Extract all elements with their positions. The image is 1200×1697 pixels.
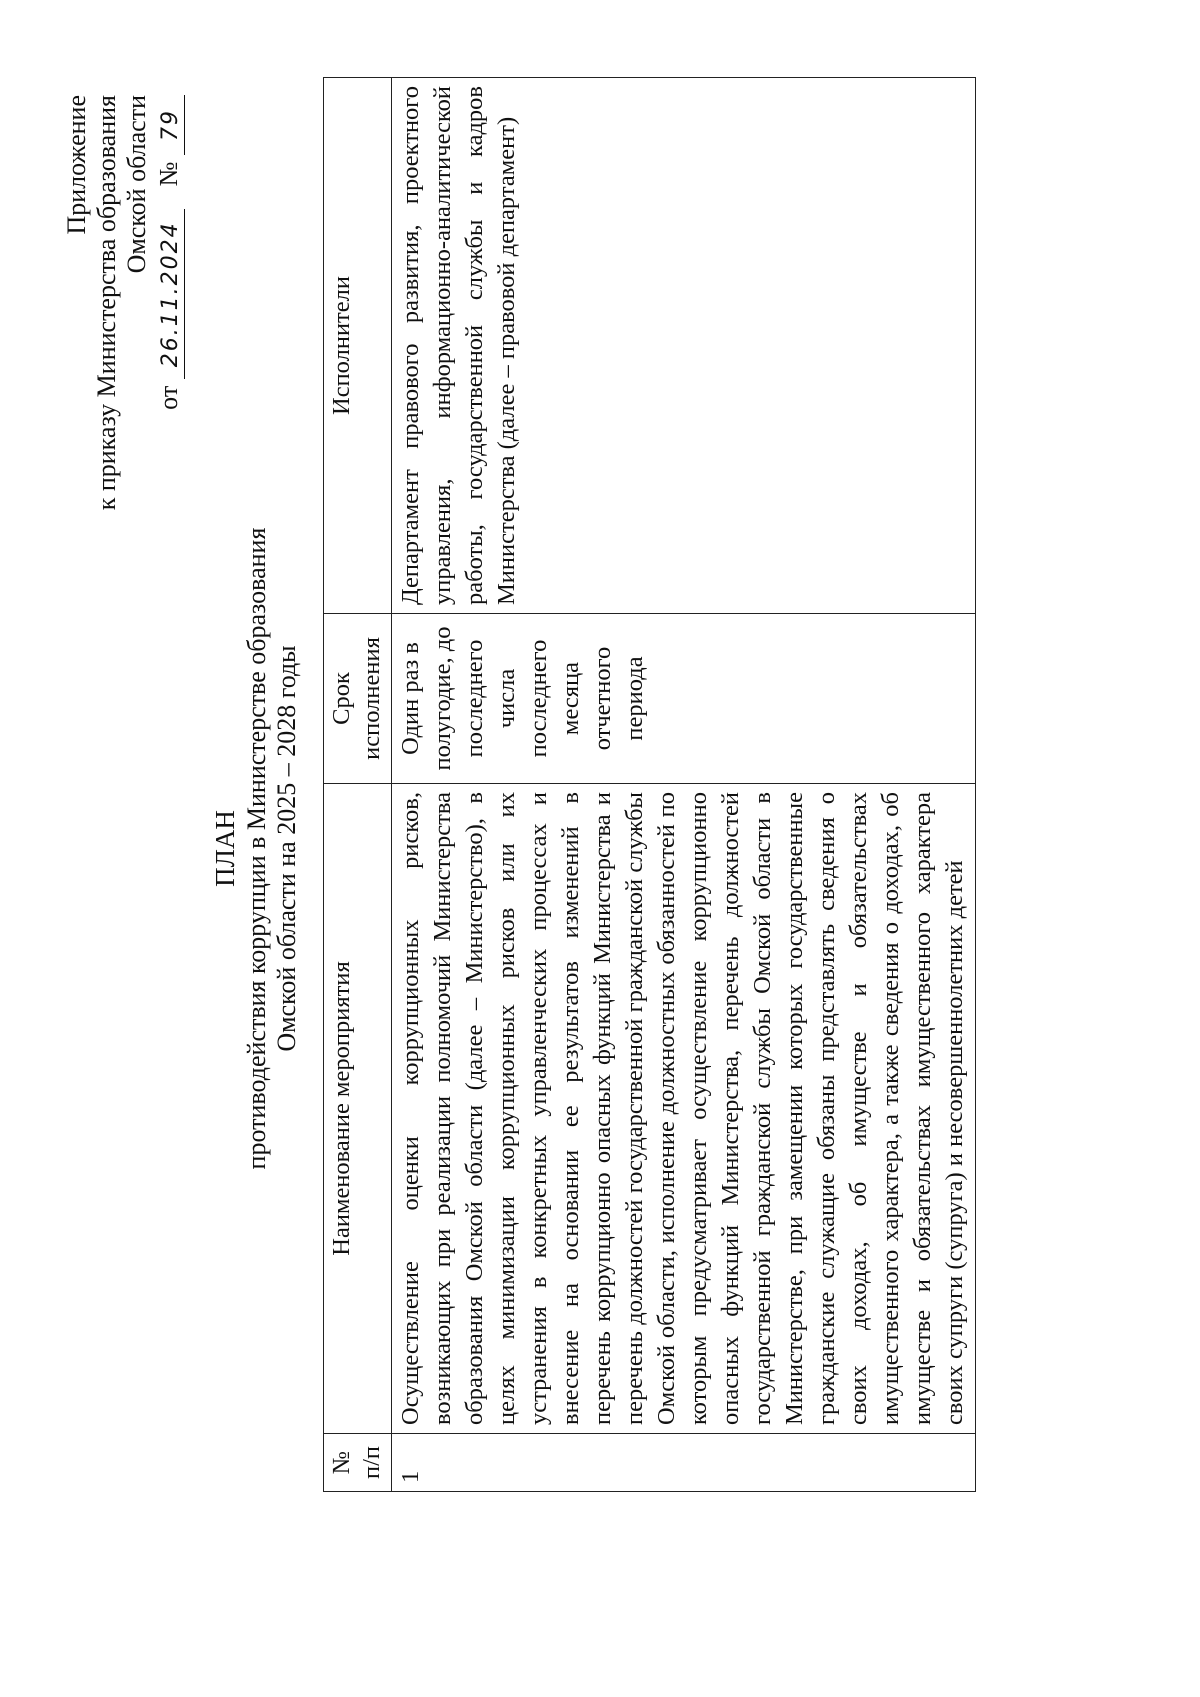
handwritten-number: 79 (158, 95, 185, 155)
appendix-region: Омской области (122, 95, 151, 274)
appendix-date-number-row (154, 95, 185, 655)
row-activity-name: Осуществление оценки коррупционных рисков, возникающих при реализации полномочий Министерства образования Омской области (далее – Министерство), в целях минимизации коррупционных рисков или их устранения в конкретных управленческих процессах и внесение на основании ее результатов изменений в перечень коррупционно опасных функций Министерства и перечень должностей государственной гражданской службы Омской области, исполнение должностных обязанностей по которым предусматривает осуществление коррупционно опасных функций Министерства, перечень должностей государственной гражданской службы Омской области в Министерстве, при замещении которых государственные гражданские служащие обязаны представлять сведения о своих доходах, об имуществе и обязательствах имущественного характера, а также сведения о доходах, об имуществе и обязательствах имущественного характера своих супруги (супруга) и несовершеннолетних детей (392, 784, 976, 1434)
document-title-block (210, 0, 302, 1697)
handwritten-date: 26.11.2024 (158, 209, 185, 379)
appendix-title: Приложение (62, 95, 91, 235)
row-executors: Департамент правового развития, проектного управления, информационно-аналитической работы, государственной службы и кадров Министерства (далее – правовой департамент) (392, 78, 976, 614)
row-num: 1 (392, 1434, 976, 1492)
appendix-block (62, 95, 185, 655)
date-prefix: от (154, 385, 183, 410)
header-name: Наименование мероприятия (324, 784, 392, 1434)
plan-table (323, 77, 976, 1492)
document-heading: ПЛАН (210, 810, 240, 887)
table-header-row (324, 78, 392, 1492)
document-subtitle-line2: Омской области на 2025 – 2028 годы (272, 645, 301, 1052)
header-exec: Исполнители (324, 78, 392, 614)
number-prefix: № (154, 161, 183, 187)
header-num: № п/п (324, 1434, 392, 1492)
table-row (392, 78, 976, 1492)
row-deadline: Один раз в полугодие, до последнего числа последнего месяца отчетного периода (392, 614, 976, 784)
appendix-order-ref: к приказу Министерства образования (92, 95, 121, 511)
header-term: Срок исполнения (324, 614, 392, 784)
document-subtitle-line1: противодействия коррупции в Министерстве образования (242, 527, 271, 1170)
